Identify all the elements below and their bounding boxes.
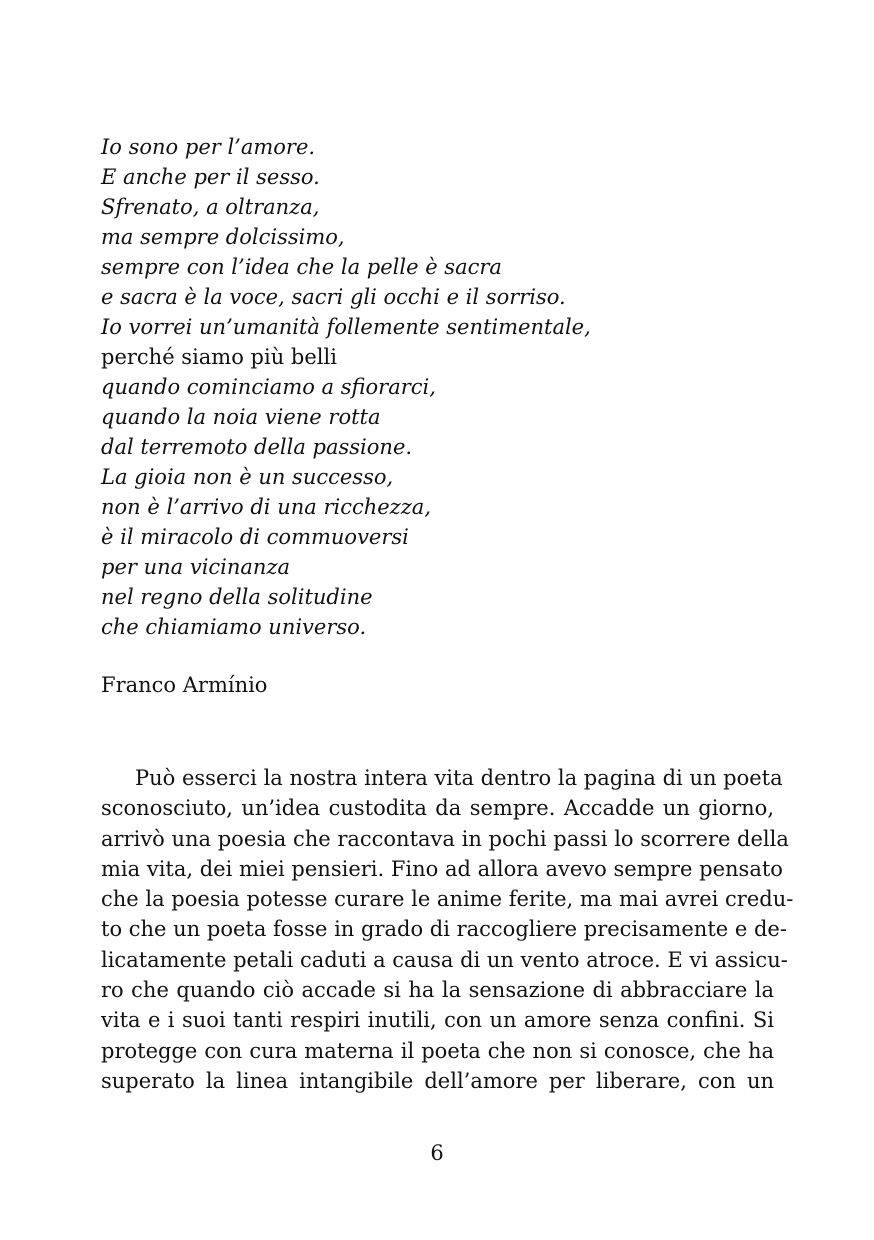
prose-line: che la poesia potesse curare le anime ferite, ma mai avrei credu- xyxy=(101,887,794,912)
poem-line: quando la noia viene rotta xyxy=(101,405,381,429)
prose-line: to che un poeta fosse in grado di raccogliere precisamente e de- xyxy=(101,917,787,942)
poem-line: La gioia non è un successo, xyxy=(101,465,394,489)
page-number: 6 xyxy=(430,1141,444,1165)
poem-block xyxy=(101,132,774,700)
prose-line: licatamente petali caduti a causa di un vento atroce. E vi assicu- xyxy=(101,947,788,972)
prose-line: protegge con cura materna il poeta che non si conosce, che ha xyxy=(101,1038,774,1063)
prose-line: sconosciuto, un’idea custodita da sempre. Accadde un giorno, xyxy=(101,796,774,821)
prose-line: ro che quando ciò accade si ha la sensazione di abbracciare la xyxy=(101,978,774,1003)
prose-line: vita e i suoi tanti respiri inutili, con un amore senza confini. Si xyxy=(101,1008,774,1033)
poem-line: dal terremoto della passione. xyxy=(101,435,413,459)
poem xyxy=(101,132,774,642)
prose-line: Può esserci la nostra intera vita dentro la pagina di un poeta xyxy=(135,766,783,790)
poem-line: nel regno della solitudine xyxy=(101,585,373,609)
poem-line: quando cominciamo a sfiorarci, xyxy=(101,375,436,399)
poem-line: non è l’arrivo di una ricchezza, xyxy=(101,495,431,519)
poem-line: e sacra è la voce, sacri gli occhi e il sorriso. xyxy=(101,285,566,309)
poem-line: perché siamo più belli xyxy=(101,345,337,369)
poem-line: sempre con l’idea che la pelle è sacra xyxy=(101,255,502,279)
prose-line: arrivò una poesia che raccontava in pochi passi lo scorrere della xyxy=(101,826,789,851)
poem-line: che chiamiamo universo. xyxy=(101,615,367,639)
poem-line: Io vorrei un’umanità follemente sentimentale, xyxy=(101,315,591,339)
poem-line: per una vicinanza xyxy=(101,555,291,579)
poem-line: Io sono per l’amore. xyxy=(101,135,316,159)
prose-paragraph xyxy=(101,763,794,1096)
poem-line: ma sempre dolcissimo, xyxy=(101,225,345,249)
poem-author: Franco Armínio xyxy=(101,673,268,697)
poem-line: E anche per il sesso. xyxy=(101,165,320,189)
prose-line: mia vita, dei miei pensieri. Fino ad allora avevo sempre pensato xyxy=(101,856,783,881)
prose-line: superato la linea intangibile dell’amore per liberare, con un xyxy=(101,1068,774,1093)
poem-line: Sfrenato, a oltranza, xyxy=(101,195,320,219)
poem-line: è il miracolo di commuoversi xyxy=(101,525,409,549)
